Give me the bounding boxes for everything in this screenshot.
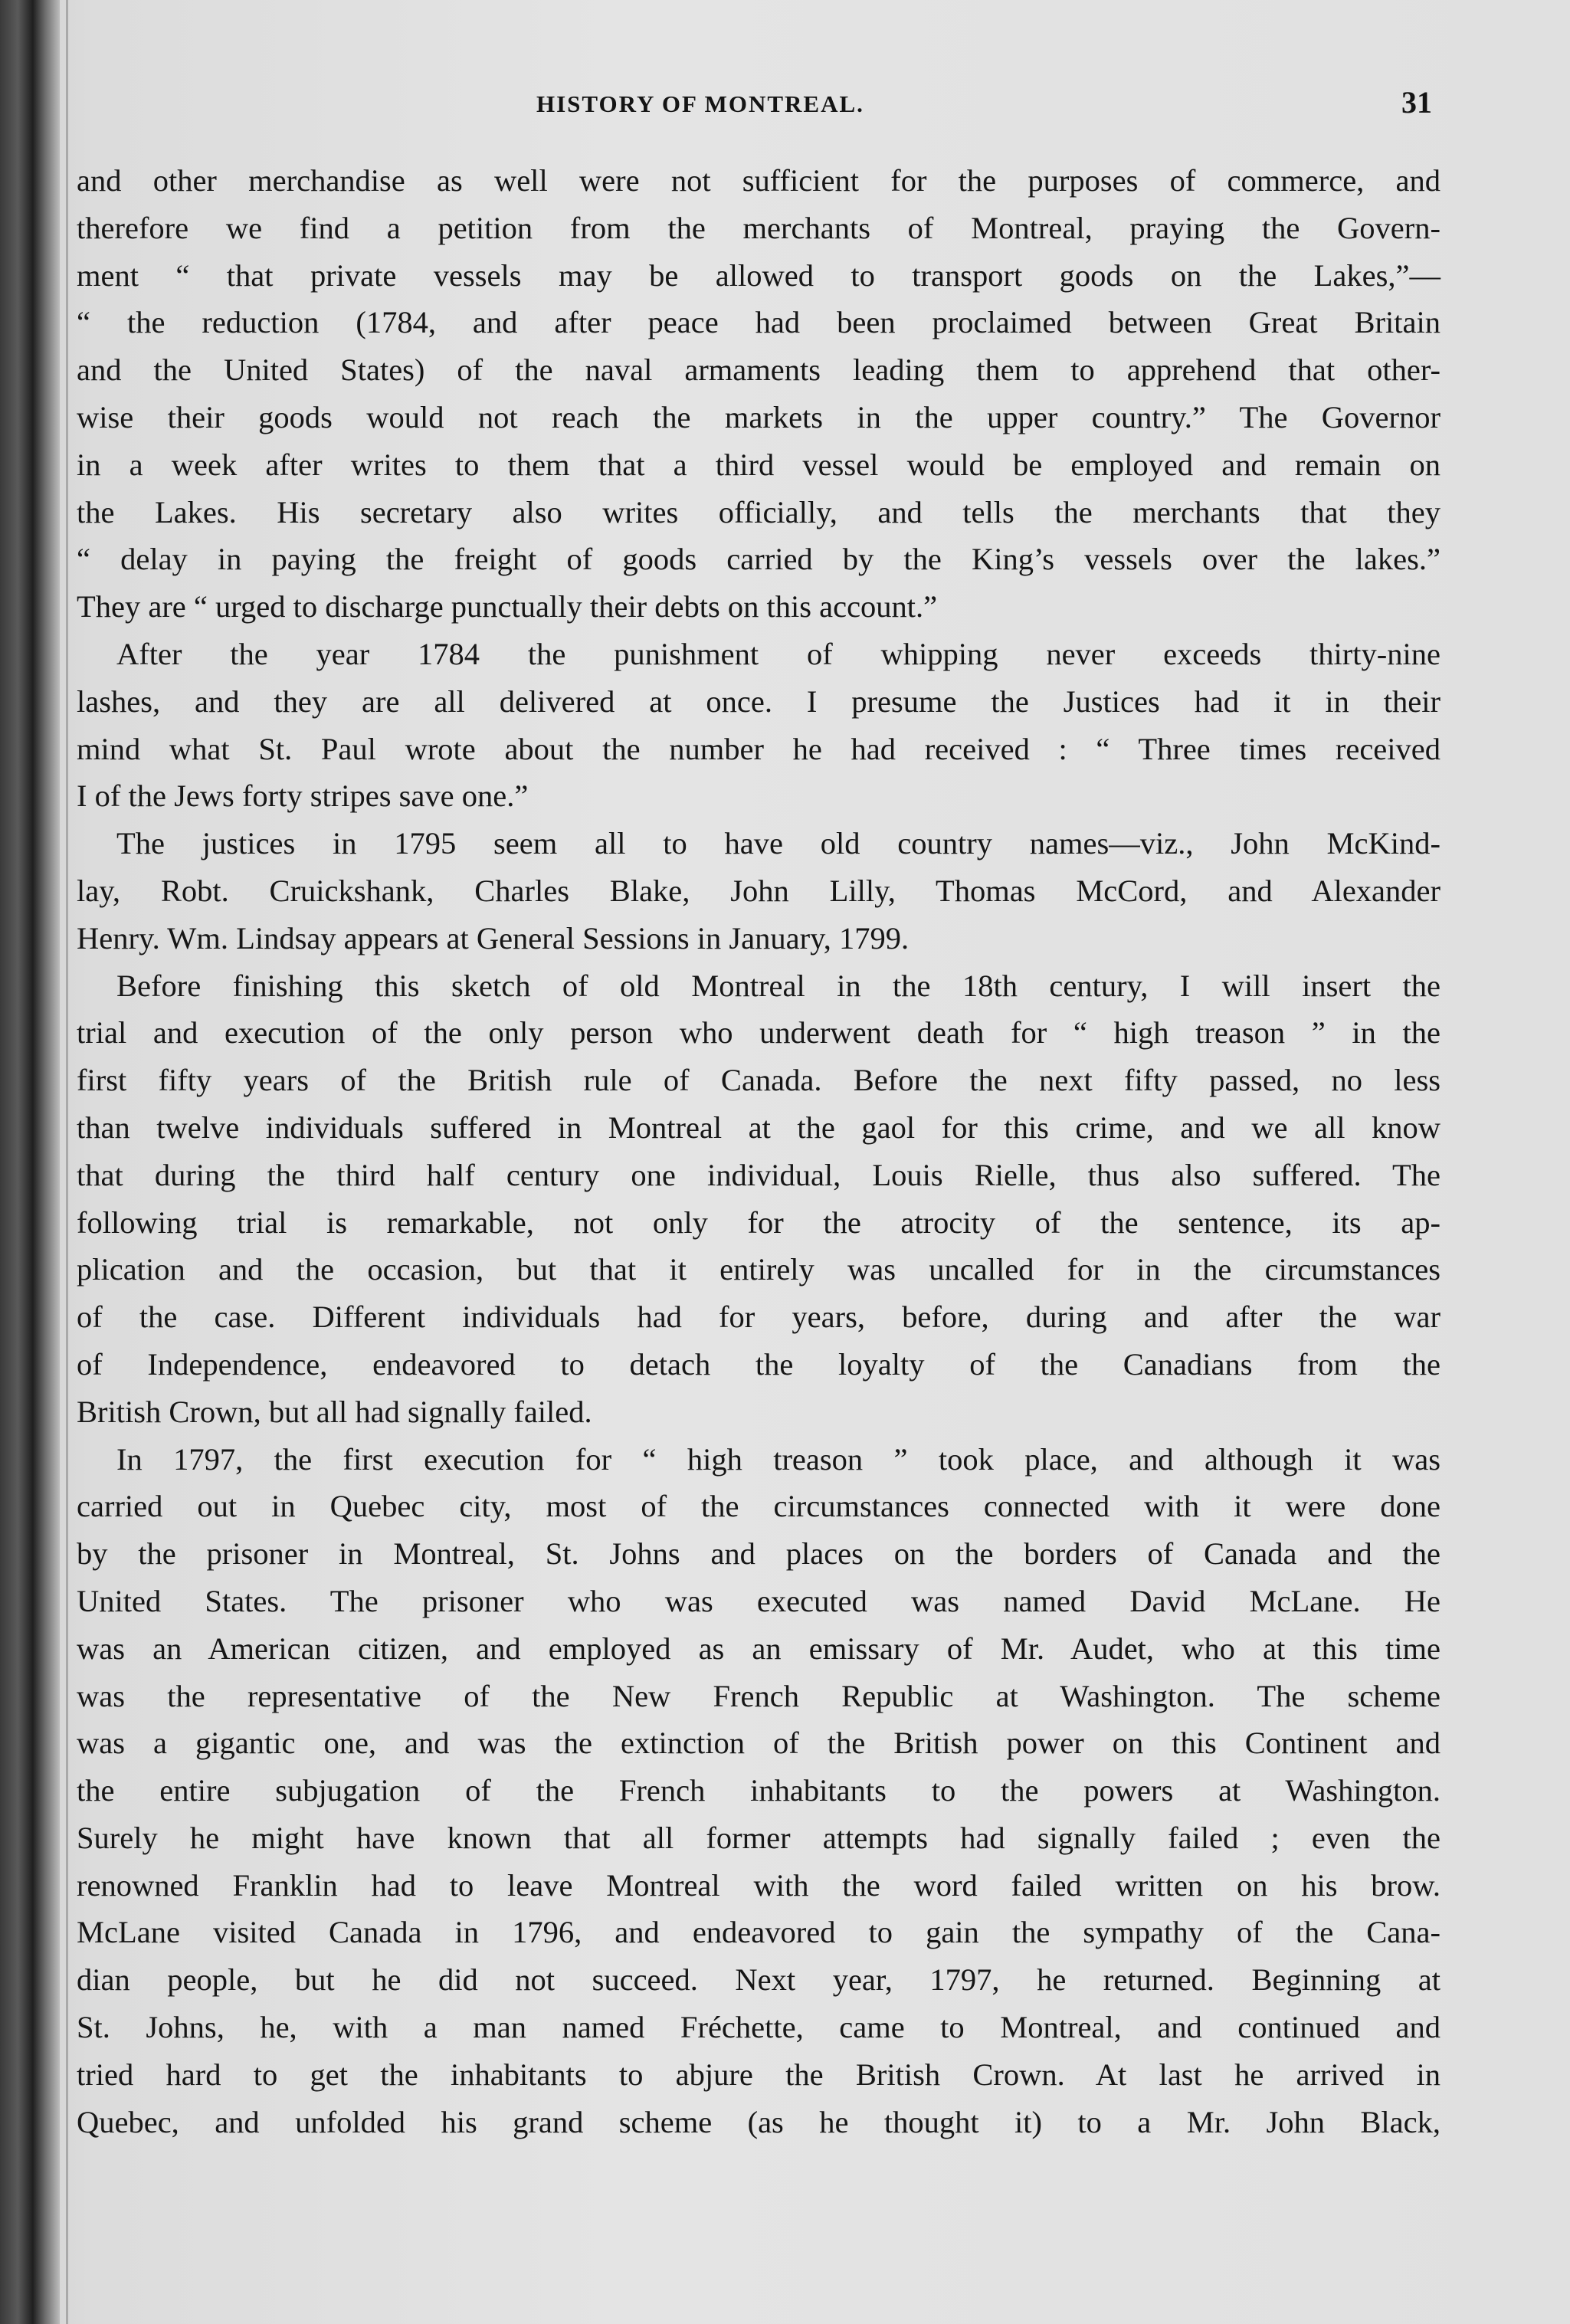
text-line: Henry. Wm. Lindsay appears at General Sessions in January, 1799. (77, 920, 910, 955)
text-line: lay, Robt. Cruickshank, Charles Blake, John Lilly, Thomas McCord, and Alexander (77, 873, 1441, 908)
text-line: plication and the occasion, but that it entirely was uncalled for in the circumstances (77, 1252, 1441, 1287)
text-line: and other merchandise as well were not sufficient for the purposes of commerce, and (77, 163, 1441, 198)
text-line: and the United States) of the naval armaments leading them to apprehend that other- (77, 352, 1441, 388)
text-line: They are “ urged to discharge punctually their debts on this account.” (77, 589, 938, 624)
text-line: ment “ that private vessels may be allowed to transport goods on the Lakes,”— (77, 257, 1441, 293)
text-line: McLane visited Canada in 1796, and endeavored to gain the sympathy of the Cana- (77, 1915, 1441, 1950)
body-text (77, 157, 1441, 2145)
text-line: I of the Jews forty stripes save one.” (77, 778, 529, 814)
text-line: than twelve individuals suffered in Montreal at the gaol for this crime, and we all know (77, 1110, 1441, 1145)
page-number: 31 (1401, 85, 1432, 120)
text-line: therefore we find a petition from the merchants of Montreal, praying the Govern- (77, 210, 1441, 245)
text-line: of the case. Different individuals had for years, before, during and after the war (77, 1300, 1441, 1335)
text-line: was an American citizen, and employed as an emissary of Mr. Audet, who at this time (77, 1631, 1441, 1666)
text-line: In 1797, the first execution for “ high treason ” took place, and although it was (116, 1441, 1441, 1477)
text-line: in a week after writes to them that a third vessel would be employed and remain on (77, 447, 1441, 482)
text-line: was the representative of the New French Republic at Washington. The scheme (77, 1678, 1441, 1713)
text-line: mind what St. Paul wrote about the number he had received : “ Three times received (77, 731, 1441, 766)
text-line: that during the third half century one individual, Louis Rielle, thus also suffered. The (77, 1157, 1441, 1192)
text-line: Quebec, and unfolded his grand scheme (as he thought it) to a Mr. John Black, (77, 2104, 1441, 2139)
text-line: British Crown, but all had signally failed. (77, 1394, 592, 1429)
text-line: renowned Franklin had to leave Montreal with the word failed written on his brow. (77, 1867, 1441, 1903)
text-line: following trial is remarkable, not only for the atrocity of the sentence, its ap- (77, 1205, 1441, 1240)
binding-gutter (0, 0, 60, 2324)
text-line: tried hard to get the inhabitants to abjure the British Crown. At last he arrived in (77, 2057, 1441, 2092)
text-line: the entire subjugation of the French inhabitants to the powers at Washington. (77, 1773, 1441, 1808)
text-line: by the prisoner in Montreal, St. Johns and places on the borders of Canada and the (77, 1536, 1441, 1572)
text-line: the Lakes. His secretary also writes officially, and tells the merchants that they (77, 494, 1441, 529)
text-line: After the year 1784 the punishment of whipping never exceeds thirty-nine (116, 636, 1441, 671)
text-line: “ delay in paying the freight of goods carried by the King’s vessels over the lakes.” (77, 542, 1441, 577)
text-line: first fifty years of the British rule of Canada. Before the next fifty passed, no less (77, 1063, 1441, 1098)
text-line: wise their goods would not reach the markets in the upper country.” The Governor (77, 399, 1441, 434)
text-line: carried out in Quebec city, most of the circumstances connected with it were done (77, 1489, 1441, 1524)
text-line: Before finishing this sketch of old Montreal in the 18th century, I will insert the (116, 968, 1441, 1003)
text-line: lashes, and they are all delivered at once. I presume the Justices had it in their (77, 683, 1441, 719)
text-line: St. Johns, he, with a man named Fréchette, came to Montreal, and continued and (77, 2010, 1441, 2045)
gutter-edge (66, 0, 68, 2324)
text-line: The justices in 1795 seem all to have old country names—viz., John McKind- (116, 826, 1441, 861)
text-line: trial and execution of the only person who underwent death for “ high treason ” in the (77, 1015, 1441, 1051)
text-line: was a gigantic one, and was the extinction of the British power on this Continent and (77, 1726, 1441, 1761)
text-line: Surely he might have known that all former attempts had signally failed ; even the (77, 1820, 1441, 1855)
text-line: United States. The prisoner who was executed was named David McLane. He (77, 1583, 1441, 1618)
text-line: dian people, but he did not succeed. Next year, 1797, he returned. Beginning at (77, 1962, 1441, 1998)
running-head: HISTORY OF MONTREAL. (536, 90, 864, 117)
text-line: of Independence, endeavored to detach the loyalty of the Canadians from the (77, 1346, 1441, 1382)
text-line: “ the reduction (1784, and after peace had been proclaimed between Great Britain (77, 305, 1441, 340)
